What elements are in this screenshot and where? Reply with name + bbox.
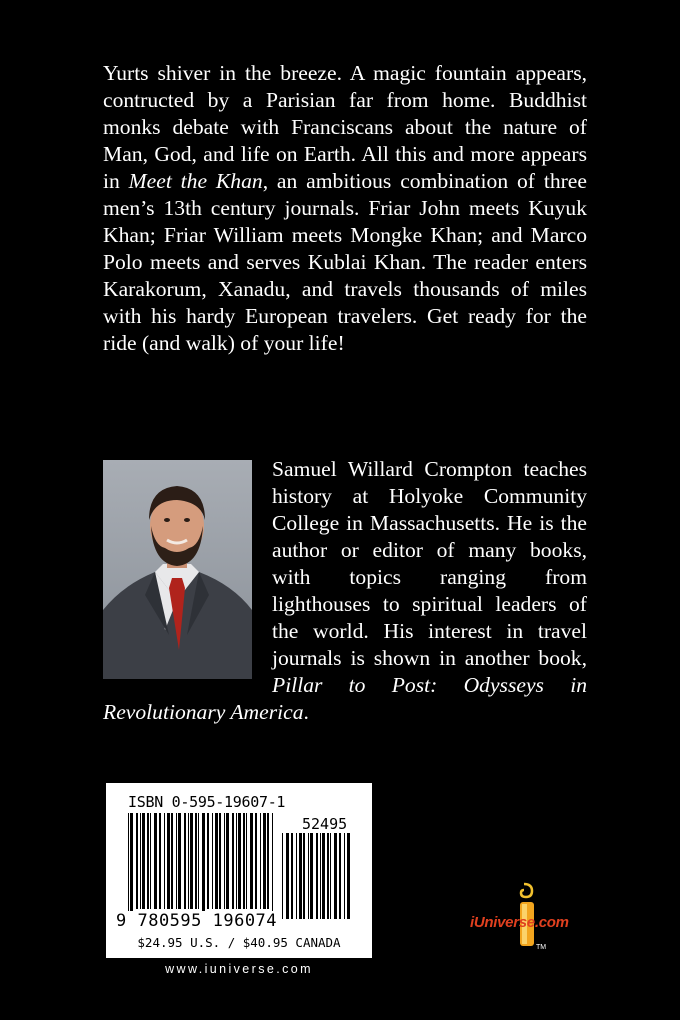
ean-number: 9 780595 196074 [116,911,278,931]
blurb-paragraph [103,60,587,357]
author-bio-text: Samuel Willard Crompton teaches history at Holyoke Community College in Massachusetts. He is the author or editor of many books, with topics ranging from lighthouses to spiritual leaders of the world. His interest in travel journals is shown in another book, [272,457,587,670]
price-label: $24.95 U.S. / $40.95 CANADA [137,935,341,950]
iuniverse-logo [464,878,588,958]
ean-barcode [128,813,278,921]
website-url: www.iuniverse.com [165,962,313,976]
author-bio-end: . [303,700,309,724]
blurb-text-2: , an ambitious combination of three men’s 13th century journals. Friar John meets Kuyuk Khan; Friar William meets Mongke Khan; and Marco Polo meets and serves Kublai Khan. The reader enters Karakorum, Xanadu, and travels thousands of miles with his hardy European travelers. Get ready for the ride (and walk) of your life! [103,169,587,355]
author-photo [103,460,252,679]
logo-text: iUniverse.com [470,914,569,931]
book-title: Meet the Khan [128,169,263,193]
blurb-text-1: Yurts shiver in the breeze. A magic fountain appears, contructed by a Parisian far from home. Buddhist monks debate with Franciscans about the nature of Man, God, and life on Earth. All this and more appears in [103,61,587,193]
trademark-label: TM [536,944,547,951]
back-cover-blurb [103,60,587,357]
isbn-label: ISBN 0-595-19607-1 [128,793,286,811]
author-section [103,456,587,726]
barcode-panel [106,783,372,958]
addon-barcode [282,833,354,921]
other-book-title: Pillar to Post: Odysseys in Revolutionary America [103,673,587,724]
price-code-label: 52495 [302,815,348,833]
